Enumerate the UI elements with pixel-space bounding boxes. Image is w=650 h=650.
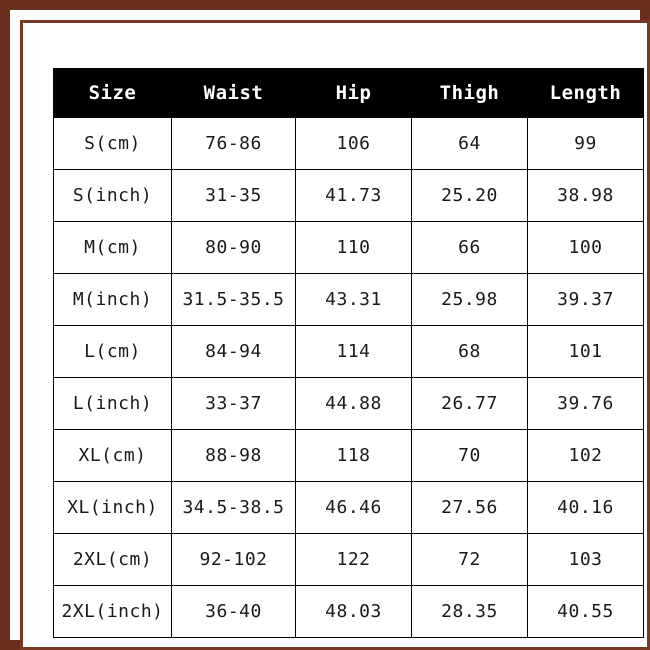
size-label: XL(cm): [54, 430, 172, 482]
hip-value: 48.03: [296, 586, 412, 638]
table-row: [54, 430, 644, 482]
table-row: [54, 118, 644, 170]
waist-value: 31-35: [172, 170, 296, 222]
table-row: [54, 170, 644, 222]
waist-value: 34.5-38.5: [172, 482, 296, 534]
length-value: 100: [528, 222, 644, 274]
thigh-value: 25.20: [412, 170, 528, 222]
column-header-thigh: Thigh: [412, 69, 528, 118]
hip-value: 122: [296, 534, 412, 586]
waist-value: 76-86: [172, 118, 296, 170]
table-row: [54, 586, 644, 638]
size-label: L(inch): [54, 378, 172, 430]
table-row: [54, 378, 644, 430]
hip-value: 44.88: [296, 378, 412, 430]
hip-value: 118: [296, 430, 412, 482]
size-label: L(cm): [54, 326, 172, 378]
size-label: XL(inch): [54, 482, 172, 534]
table-row: [54, 222, 644, 274]
size-chart-container: [53, 68, 643, 628]
waist-value: 33-37: [172, 378, 296, 430]
size-label: M(inch): [54, 274, 172, 326]
thigh-value: 70: [412, 430, 528, 482]
waist-value: 80-90: [172, 222, 296, 274]
hip-value: 106: [296, 118, 412, 170]
hip-value: 46.46: [296, 482, 412, 534]
length-value: 101: [528, 326, 644, 378]
table-header: [54, 69, 644, 118]
waist-value: 84-94: [172, 326, 296, 378]
table-body: [54, 118, 644, 638]
waist-value: 92-102: [172, 534, 296, 586]
waist-value: 36-40: [172, 586, 296, 638]
length-value: 40.16: [528, 482, 644, 534]
length-value: 40.55: [528, 586, 644, 638]
table-header-row: [54, 69, 644, 118]
table-row: [54, 482, 644, 534]
thigh-value: 68: [412, 326, 528, 378]
thigh-value: 28.35: [412, 586, 528, 638]
hip-value: 110: [296, 222, 412, 274]
length-value: 99: [528, 118, 644, 170]
table-row: [54, 274, 644, 326]
column-header-size: Size: [54, 69, 172, 118]
size-label: S(inch): [54, 170, 172, 222]
size-label: 2XL(cm): [54, 534, 172, 586]
hip-value: 43.31: [296, 274, 412, 326]
thigh-value: 26.77: [412, 378, 528, 430]
hip-value: 114: [296, 326, 412, 378]
thigh-value: 66: [412, 222, 528, 274]
waist-value: 88-98: [172, 430, 296, 482]
thigh-value: 64: [412, 118, 528, 170]
size-label: S(cm): [54, 118, 172, 170]
length-value: 39.76: [528, 378, 644, 430]
length-value: 102: [528, 430, 644, 482]
size-label: M(cm): [54, 222, 172, 274]
image-inner-border: [20, 20, 650, 650]
hip-value: 41.73: [296, 170, 412, 222]
length-value: 38.98: [528, 170, 644, 222]
table-row: [54, 534, 644, 586]
length-value: 39.37: [528, 274, 644, 326]
thigh-value: 72: [412, 534, 528, 586]
size-label: 2XL(inch): [54, 586, 172, 638]
column-header-hip: Hip: [296, 69, 412, 118]
thigh-value: 25.98: [412, 274, 528, 326]
column-header-waist: Waist: [172, 69, 296, 118]
column-header-length: Length: [528, 69, 644, 118]
waist-value: 31.5-35.5: [172, 274, 296, 326]
length-value: 103: [528, 534, 644, 586]
table-row: [54, 326, 644, 378]
thigh-value: 27.56: [412, 482, 528, 534]
size-chart-table: [53, 68, 644, 638]
